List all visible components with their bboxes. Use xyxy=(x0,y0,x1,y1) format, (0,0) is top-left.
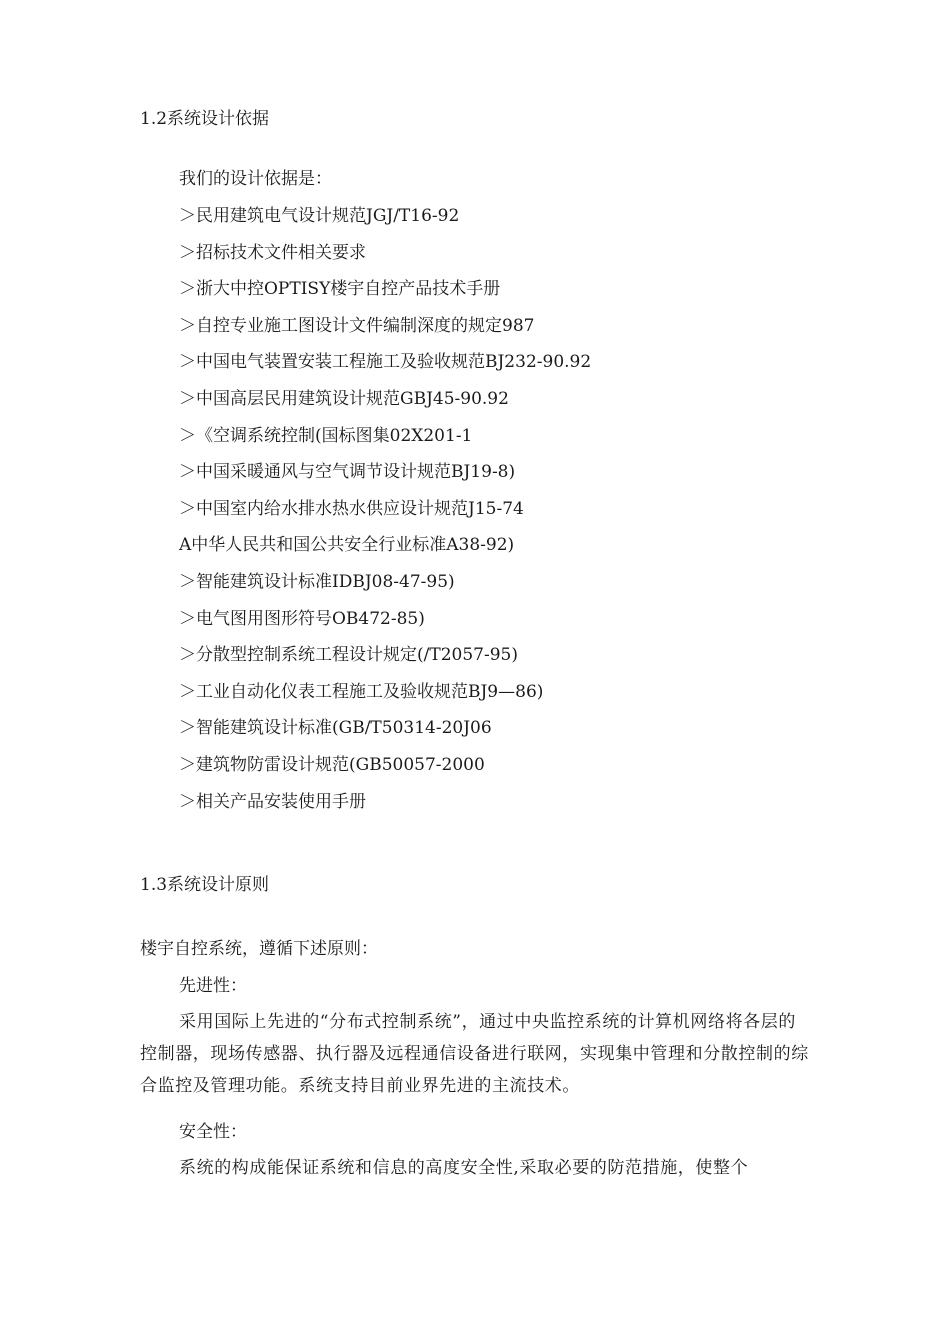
list-item: ＞民用建筑电气设计规范JGJ/T16-92 xyxy=(179,206,460,226)
principle-text-advanced: 采用国际上先进的“分布式控制系统”，通过中央监控系统的计算机网络将各层的控制器，现场传感器、执行器及远程通信设备进行联网，实现集中管理和分散控制的综合监控及管理功能。系统支持目前业界先进的主流技术。 xyxy=(140,1012,809,1096)
list-item: ＞智能建筑设计标准(GB/T50314-20J06 xyxy=(179,718,492,739)
principle-title-advanced: 先进性： xyxy=(179,976,247,996)
principles-intro: 楼宇自控系统，遵循下述原则： xyxy=(140,939,378,959)
list-item: ＞自控专业施工图设计文件编制深度的规定987 xyxy=(179,315,535,336)
list-item: A中华人民共和国公共安全行业标准A38-92) xyxy=(179,535,515,556)
design-basis-intro: 我们的设计依据是： xyxy=(179,169,332,189)
list-item: ＞相关产品安装使用手册 xyxy=(179,791,366,812)
list-item: ＞中国高层民用建筑设计规范GBJ45-90.92 xyxy=(179,388,509,409)
reference-list xyxy=(179,204,591,826)
list-item: ＞中国电气装置安装工程施工及验收规范BJ232-90.92 xyxy=(179,352,592,373)
section-heading-1-2: 1.2系统设计依据 xyxy=(140,109,270,129)
list-item: ＞中国室内给水排水热水供应设计规范J15-74 xyxy=(179,498,524,519)
principle-title-security: 安全性： xyxy=(179,1122,247,1142)
principle-text-security: 系统的构成能保证系统和信息的高度安全性,采取必要的防范措施，使整个 xyxy=(179,1158,749,1178)
list-item: ＞浙大中控OPTISY楼宇自控产品技术手册 xyxy=(179,279,501,300)
list-item: ＞分散型控制系统工程设计规定(/T2057-95) xyxy=(179,645,518,666)
list-item: ＞电气图用图形符号OB472-85) xyxy=(179,608,425,629)
section-heading-1-3: 1.3系统设计原则 xyxy=(140,875,270,895)
list-item: ＞中国采暖通风与空气调节设计规范BJ19-8) xyxy=(179,462,516,483)
list-item: ＞《空调系统控制(国标图集02X201-1 xyxy=(179,425,473,446)
list-item: ＞智能建筑设计标准IDBJ08-47-95) xyxy=(179,571,455,592)
list-item: ＞招标技术文件相关要求 xyxy=(179,242,366,263)
list-item: ＞工业自动化仪表工程施工及验收规范BJ9—86) xyxy=(179,681,544,702)
list-item: ＞建筑物防雷设计规范(GB50057-2000 xyxy=(179,754,485,775)
